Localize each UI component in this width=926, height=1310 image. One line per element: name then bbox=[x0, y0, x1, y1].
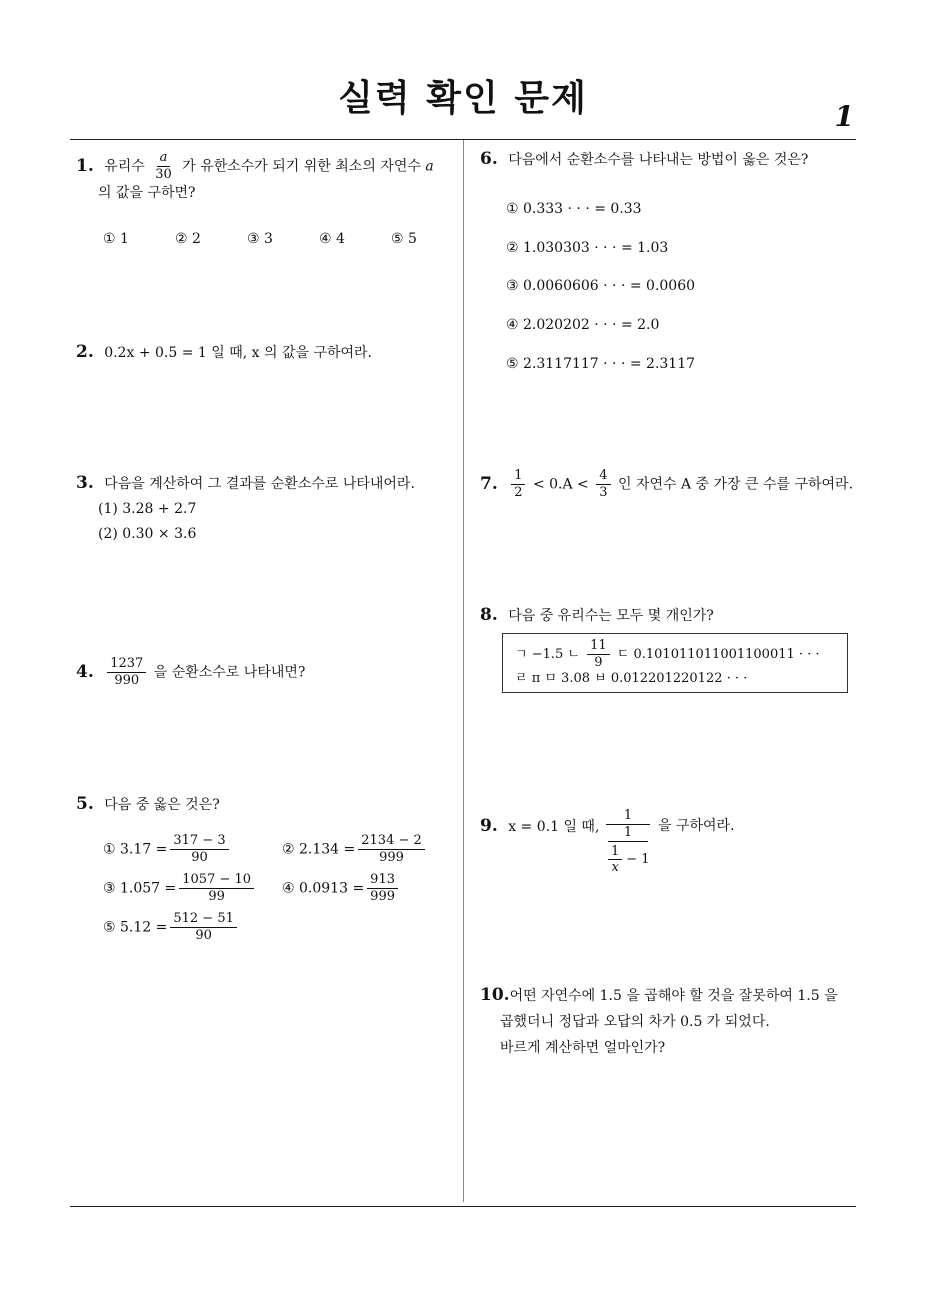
choice-2[interactable]: ② 2 bbox=[175, 231, 201, 247]
q6-choice-4[interactable]: ④ 2.020202 · · · = 2.0 bbox=[506, 317, 660, 333]
question-2: 2. 0.2x + 0.5 = 1 일 때, x 의 값을 구하여라. bbox=[76, 342, 373, 362]
question-1: 1. 유리수 $\frac{a}{30}$ 가 유한소수가 되기 위한 최소의 자연수 a bbox=[76, 150, 434, 182]
fraction: $\frac{a}{30}$ bbox=[155, 150, 172, 182]
choice-1[interactable]: ① 1 bbox=[103, 231, 129, 247]
question-6: 6. 다음에서 순환소수를 나타내는 방법이 옳은 것은? bbox=[480, 149, 809, 169]
q10-line3: 바르게 계산하면 얼마인가? bbox=[500, 1040, 666, 1056]
q8-choice-box: ㄱ −1.5 ㄴ $\frac{11}{9}$ ㄷ 0.101011011001100011 · · · ㄹ π ㅁ 3.08 ㅂ 0.012201220122 · · · bbox=[502, 633, 848, 693]
question-4: 4. $\frac{1237}{990}$ 을 순환소수로 나타내면? bbox=[76, 656, 306, 688]
fraction: $\frac{1237}{990}$ bbox=[107, 656, 146, 689]
q5-choice-3[interactable]: ③ 1.057 = $\frac{1057 - 10}{99}$ bbox=[103, 872, 257, 905]
q6-choice-3[interactable]: ③ 0.0060606 · · · = 0.0060 bbox=[506, 278, 696, 294]
q9-fraction: 1 1 1 x − 1 bbox=[606, 808, 650, 875]
question-5: 5. 다음 중 옳은 것은? bbox=[76, 794, 220, 814]
choice-5[interactable]: ⑤ 5 bbox=[391, 231, 417, 247]
choice-3[interactable]: ③ 3 bbox=[247, 231, 273, 247]
question-9: 9. x = 0.1 일 때, bbox=[480, 816, 600, 836]
column-divider bbox=[463, 140, 464, 1202]
q3-sub2: (2) 0.30 × 3.6 bbox=[98, 526, 197, 542]
q6-choice-5[interactable]: ⑤ 2.3117117 · · · = 2.3117 bbox=[506, 356, 696, 372]
q6-choice-2[interactable]: ② 1.030303 · · · = 1.03 bbox=[506, 240, 669, 256]
q5-choice-5[interactable]: ⑤ 5.12 = $\frac{512 - 51}{90}$ bbox=[103, 911, 240, 944]
question-7: 7. $\frac{1}{2}$ < 0.A < $\frac{4}{3}$ 인 자연수 A 중 가장 큰 수를 구하여라. bbox=[480, 468, 854, 500]
q10-line2: 곱했더니 정답과 오답의 차가 0.5 가 되었다. bbox=[500, 1014, 770, 1030]
q5-choice-4[interactable]: ④ 0.0913 = $\frac{913}{999}$ bbox=[282, 872, 401, 905]
question-text: 다음을 계산하여 그 결과를 순환소수로 나타내어라. bbox=[104, 476, 415, 492]
question-1-line2: 의 값을 구하면? bbox=[98, 185, 196, 201]
question-text: 다음 중 옳은 것은? bbox=[104, 797, 220, 813]
question-text: 인 자연수 A 중 가장 큰 수를 구하여라. bbox=[617, 476, 854, 493]
question-3: 3. 다음을 계산하여 그 결과를 순환소수로 나타내어라. bbox=[76, 473, 415, 493]
q1-choices bbox=[103, 227, 417, 251]
question-text: 가 유한소수가 되기 위한 최소의 자연수 bbox=[182, 158, 421, 175]
question-number: 1. bbox=[76, 155, 94, 176]
bottom-rule bbox=[70, 1206, 856, 1207]
question-text: 다음 중 유리수는 모두 몇 개인가? bbox=[508, 608, 714, 624]
page-title: 실력 확인 문제 bbox=[338, 78, 588, 119]
question-8: 8. 다음 중 유리수는 모두 몇 개인가? bbox=[480, 605, 714, 625]
q9-text: 을 구하여라. bbox=[658, 818, 735, 834]
question-text: 다음에서 순환소수를 나타내는 방법이 옳은 것은? bbox=[508, 152, 809, 168]
question-text: 0.2x + 0.5 = 1 일 때, x 의 값을 구하여라. bbox=[104, 345, 373, 361]
question-10: 10.어떤 자연수에 1.5 을 곱해야 할 것을 잘못하여 1.5 을 bbox=[480, 985, 838, 1005]
q5-choice-2[interactable]: ② 2.134 = $\frac{2134 - 2}{999}$ bbox=[282, 833, 428, 866]
question-text: 유리수 bbox=[104, 158, 145, 175]
question-text: 을 순환소수로 나타내면? bbox=[153, 664, 306, 681]
q6-choice-1[interactable]: ① 0.333 · · · = 0.33 bbox=[506, 201, 642, 217]
q5-choice-1[interactable]: ① 3.17 = $\frac{317 - 3}{90}$ bbox=[103, 833, 232, 866]
q3-sub1: (1) 3.28 + 2.7 bbox=[98, 501, 197, 517]
choice-4[interactable]: ④ 4 bbox=[319, 231, 345, 247]
page-number: 1 bbox=[834, 100, 854, 133]
